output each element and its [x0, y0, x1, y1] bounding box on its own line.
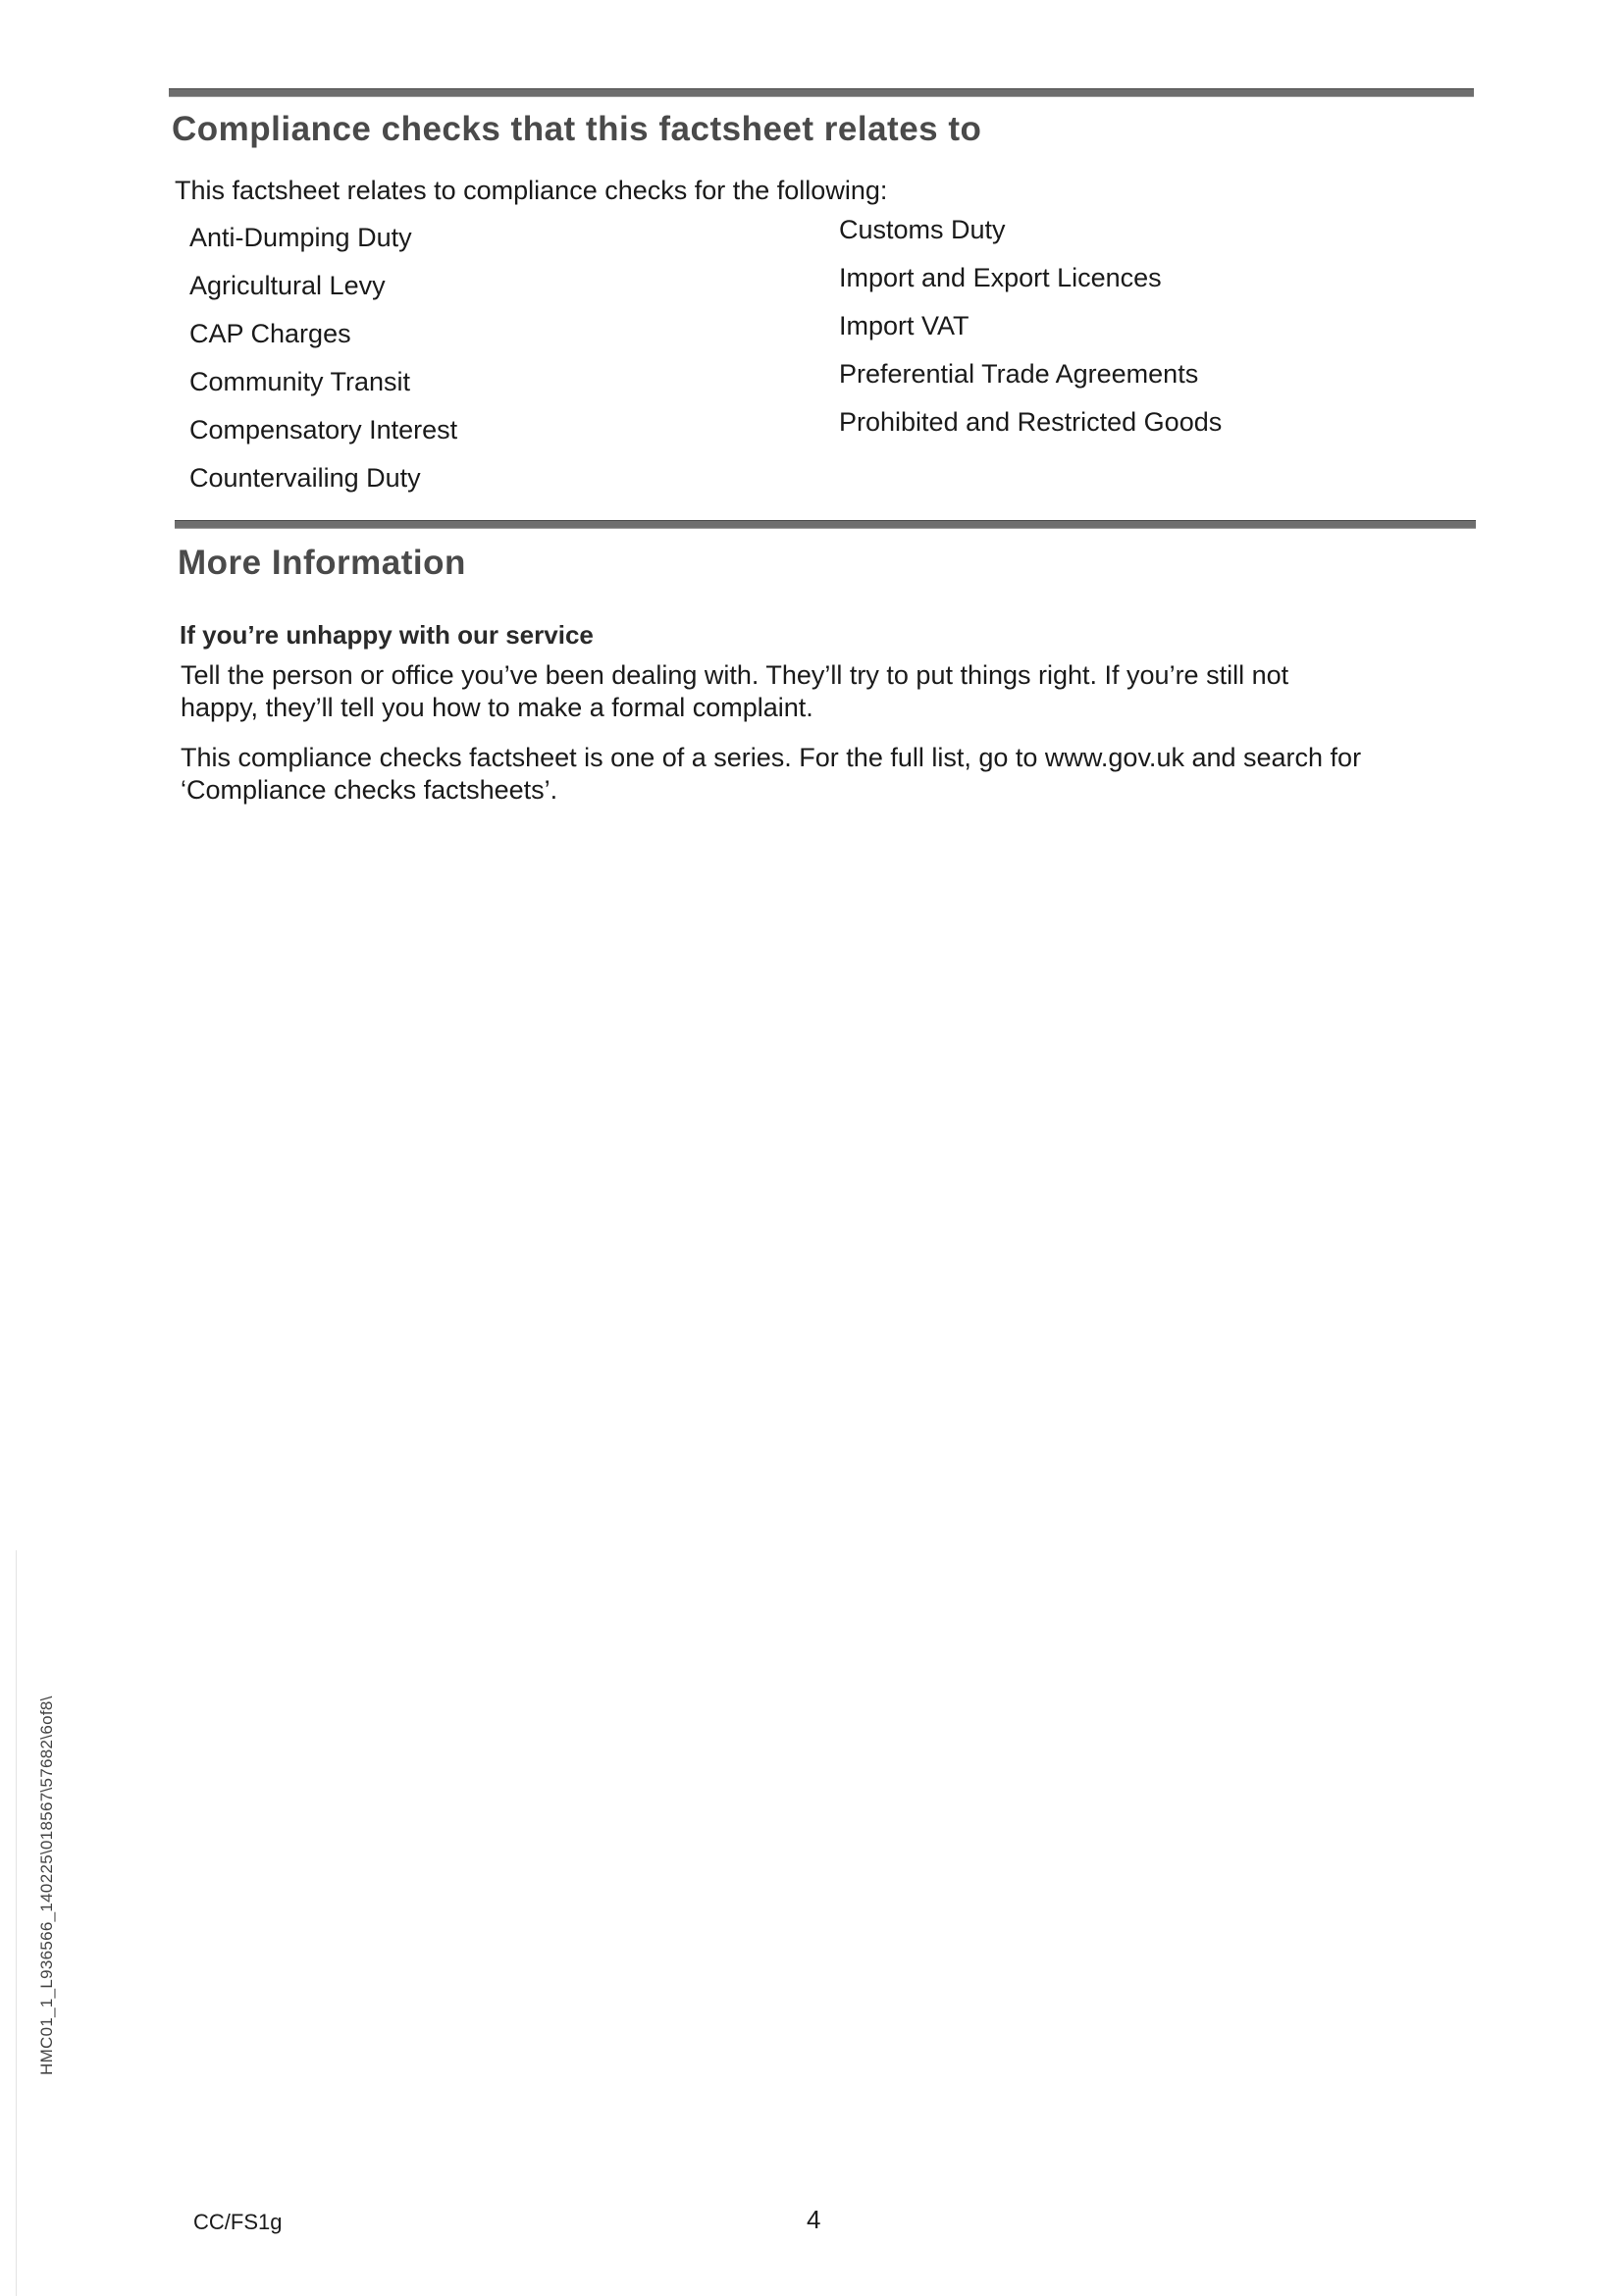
- list-item: Preferential Trade Agreements: [839, 359, 1199, 389]
- page-number: 4: [807, 2205, 821, 2234]
- list-item: CAP Charges: [189, 319, 351, 348]
- list-item: Compensatory Interest: [189, 415, 458, 444]
- compliance-list-right: [839, 214, 1222, 454]
- section-rule-top: [169, 88, 1474, 97]
- list-item: Agricultural Levy: [189, 271, 386, 300]
- list-item: Countervailing Duty: [189, 463, 421, 493]
- unhappy-subheading: If you’re unhappy with our service: [180, 620, 594, 650]
- series-paragraph: This compliance checks factsheet is one of a series. For the full list, go to www.gov.uk and search for ‘Compliance checks factsheets’.: [181, 743, 1362, 805]
- compliance-list-left: [189, 222, 457, 510]
- more-info-heading: More Information: [178, 544, 466, 582]
- list-item: Customs Duty: [839, 215, 1006, 244]
- list-item: Community Transit: [189, 367, 411, 396]
- complaint-paragraph: Tell the person or office you’ve been dealing with. They’ll try to put things right. If you’re still not happy, they’ll tell you how to make a formal complaint.: [181, 660, 1289, 722]
- side-reference-code: HMC01_1_L936566_140225\018567\57682\6of8\: [37, 1696, 56, 2075]
- list-item: Anti-Dumping Duty: [189, 223, 412, 252]
- compliance-heading: Compliance checks that this factsheet relates to: [172, 110, 982, 148]
- scan-edge-line: [16, 1550, 17, 2296]
- compliance-intro: This factsheet relates to compliance checks for the following:: [175, 176, 888, 205]
- list-item: Prohibited and Restricted Goods: [839, 407, 1223, 437]
- footer-document-code: CC/FS1g: [193, 2210, 283, 2234]
- list-item: Import and Export Licences: [839, 263, 1162, 292]
- section-rule-more-info: [175, 520, 1476, 529]
- list-item: Import VAT: [839, 311, 969, 340]
